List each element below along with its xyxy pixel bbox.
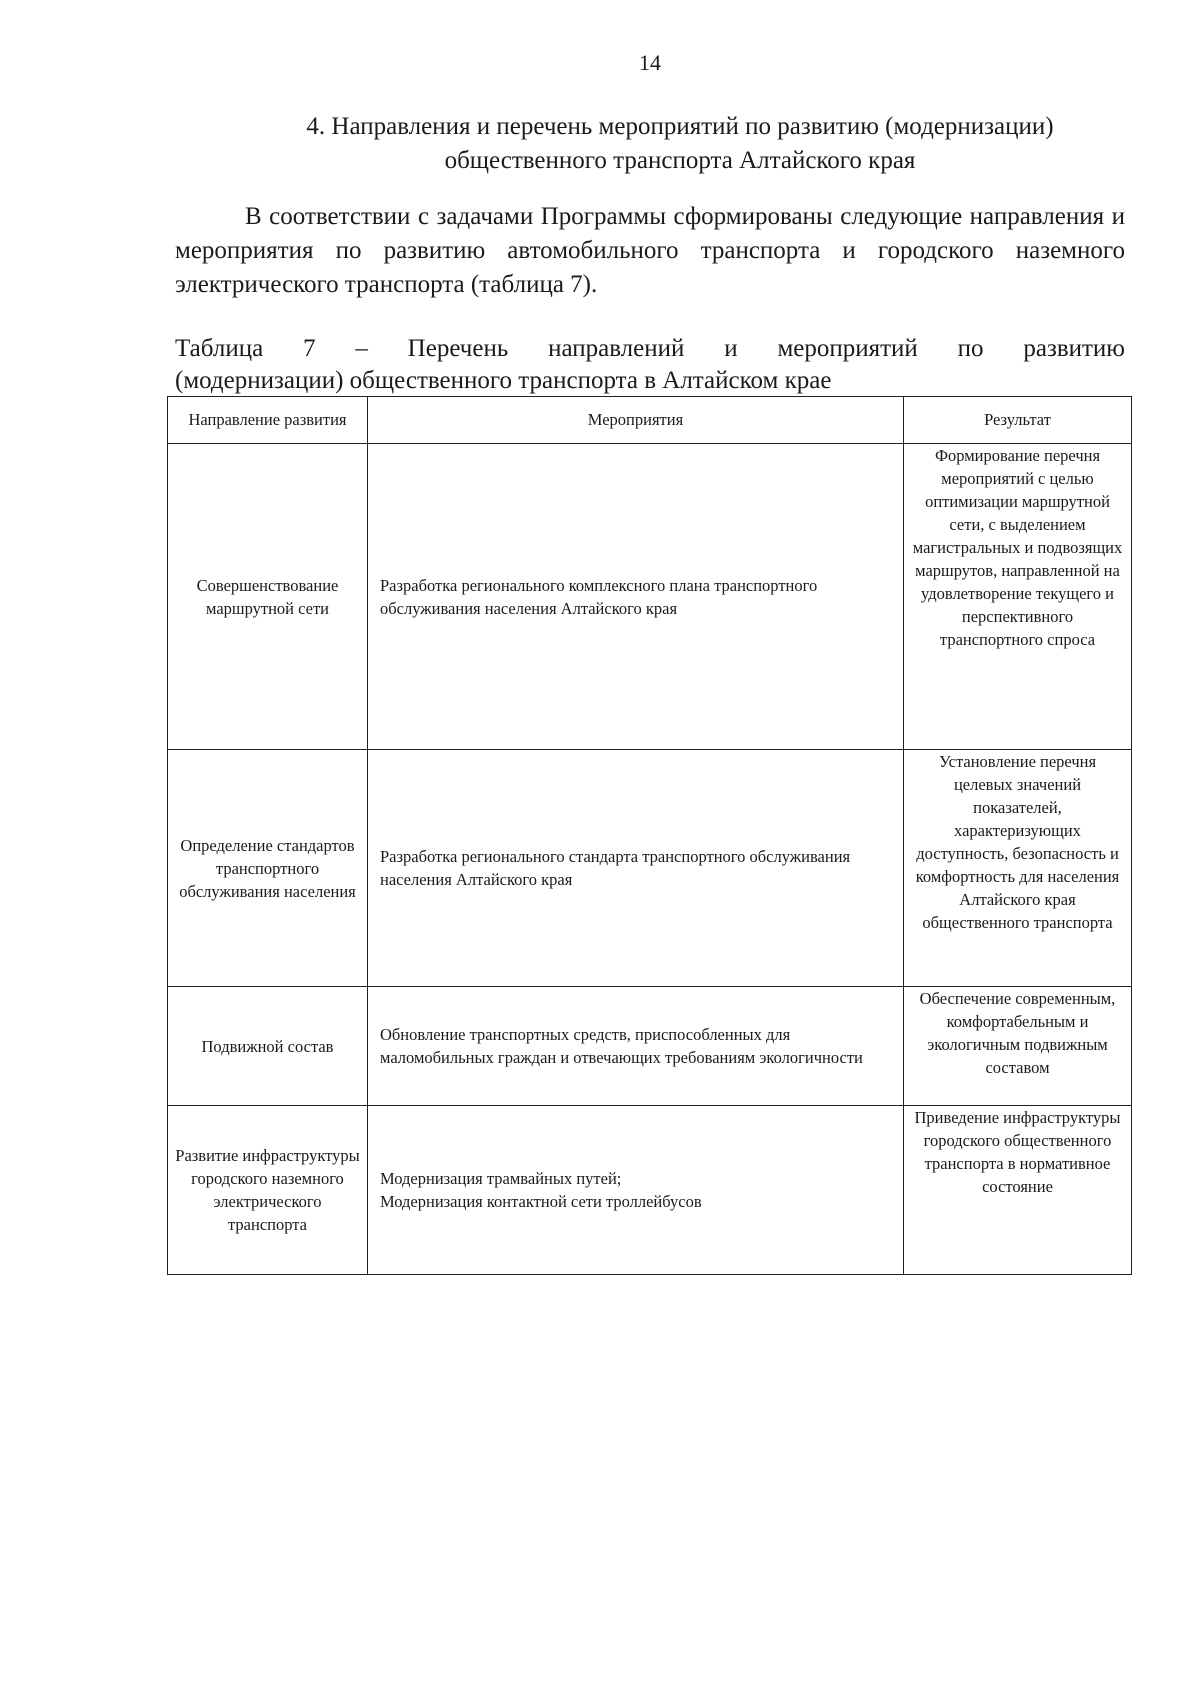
table-caption [175,333,1125,397]
direction-cell: Подвижной состав [168,987,368,1106]
result-cell: Приведение инфраструктуры городского общественного транспорта в нормативное состояние [904,1106,1132,1275]
result-cell: Установление перечня целевых значений показателей, характеризующих доступность, безопасность и комфортность для населения Алтайского края общественного транспорта [904,750,1132,987]
table-row [168,1106,1132,1275]
table-row [168,750,1132,987]
activities-cell: Разработка регионального комплексного плана транспортного обслуживания населения Алтайского края [368,444,904,750]
direction-cell: Совершенствование маршрутной сети [168,444,368,750]
table-header-row [168,397,1132,444]
table-caption-line-2: (модернизации) общественного транспорта в Алтайском крае [175,367,832,394]
activities-table [167,396,1132,1275]
activities-cell: Модернизация трамвайных путей; Модернизация контактной сети троллейбусов [368,1106,904,1275]
table-row [168,987,1132,1106]
activities-cell: Обновление транспортных средств, приспособленных для маломобильных граждан и отвечающих требованиям экологичности [368,987,904,1106]
table-caption-line-1: Таблица 7 – Перечень направлений и мероприятий по развитию [175,335,1125,362]
column-header-result: Результат [904,397,1132,444]
page-number: 14 [639,50,661,75]
column-header-direction: Направление развития [168,397,368,444]
direction-cell: Развитие инфраструктуры городского наземного электрического транспорта [168,1106,368,1275]
activities-cell: Разработка регионального стандарта транспортного обслуживания населения Алтайского края [368,750,904,987]
body-paragraph: В соответствии с задачами Программы сформированы следующие направления и мероприятия по развитию автомобильного транспорта и городского наземного электрического транспорта (таблица 7). [175,203,1125,298]
column-header-activities: Мероприятия [368,397,904,444]
result-cell: Обеспечение современным, комфортабельным и экологичным подвижным составом [904,987,1132,1106]
direction-cell: Определение стандартов транспортного обслуживания населения [168,750,368,987]
section-heading [230,110,1130,178]
table-row [168,444,1132,750]
result-cell: Формирование перечня мероприятий с целью оптимизации маршрутной сети, с выделением магистральных и подвозящих маршрутов, направленной на удовлетворение текущего и перспективного транспортного спроса [904,444,1132,750]
section-heading-line-1: 4. Направления и перечень мероприятий по развитию (модернизации) [306,113,1054,140]
section-heading-line-2: общественного транспорта Алтайского края [444,147,916,174]
